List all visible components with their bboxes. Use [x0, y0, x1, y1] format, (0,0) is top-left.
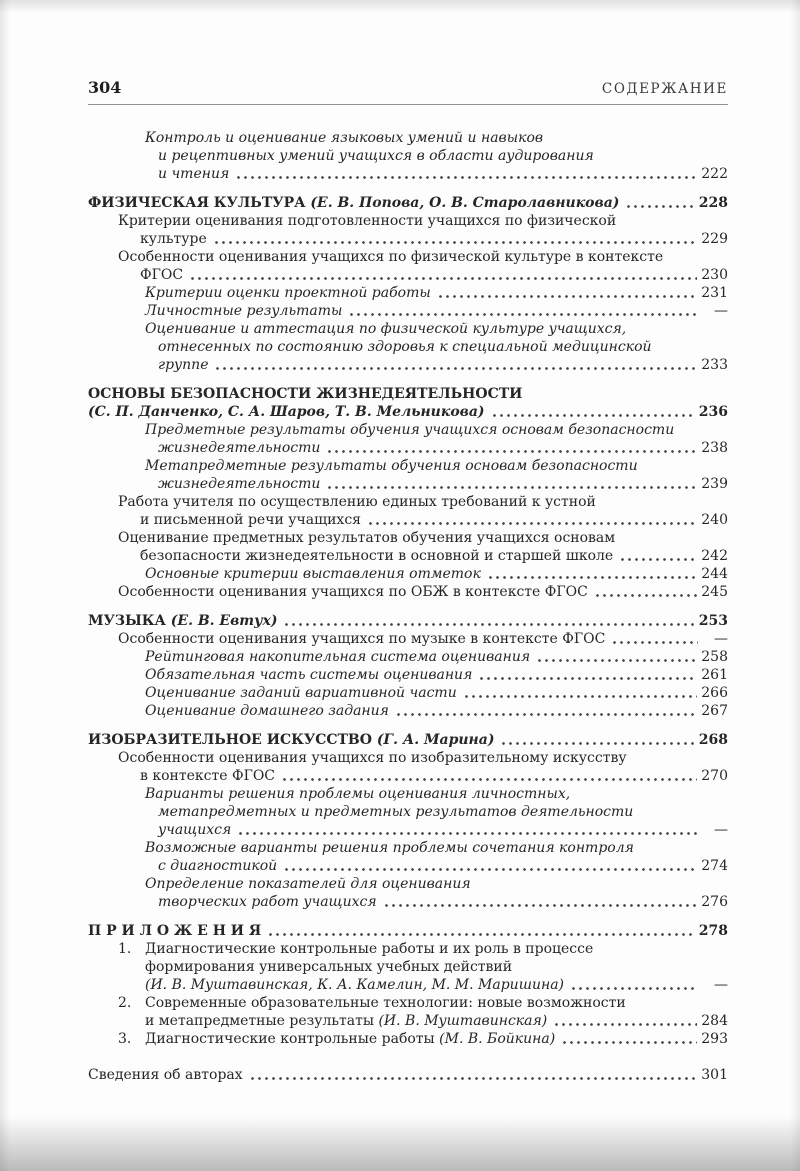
toc-entry [88, 493, 728, 529]
toc-page-number: — [714, 303, 728, 319]
toc-page-number: 231 [701, 285, 728, 301]
toc-line-text [140, 767, 275, 785]
toc-entry [88, 875, 728, 911]
toc-text-segment: Диагностические контрольные работы и их роль в процессе [145, 941, 594, 957]
toc-entry-line [145, 421, 728, 439]
toc-entry-line-final [158, 821, 728, 839]
toc-line-text [158, 857, 277, 875]
toc-entry-line-final [140, 230, 728, 248]
toc-entry-line [145, 129, 728, 147]
toc-page-number: 253 [698, 613, 728, 629]
toc-list [88, 129, 728, 1084]
toc-text-segment: Особенности оценивания учащихся по музыке в контексте ФГОС [118, 631, 606, 647]
scan-edge-left [0, 0, 10, 1171]
toc-text-segment: Контроль и оценивание языковых умений и навыков [145, 130, 544, 146]
toc-text-segment: (И. В. Муштавинская, К. А. Камелин, М. М. Маришина) [145, 977, 565, 993]
dot-leader [281, 767, 697, 785]
toc-text-segment: (И. В. Муштавинская) [378, 1013, 548, 1029]
toc-text-segment: ОСНОВЫ БЕЗОПАСНОСТИ ЖИЗНЕДЕЯТЕЛЬНОСТИ [88, 386, 523, 402]
toc-text-segment: Особенности оценивания учащихся по изобразительному искусству [118, 750, 627, 766]
toc-text-segment: Критерии оценки проектной работы [145, 285, 431, 301]
toc-entry-line [145, 320, 728, 338]
toc-page-number: 278 [698, 923, 728, 939]
dot-leader [611, 630, 698, 648]
toc-text-segment: Предметные результаты обучения учащихся основам безопасности [145, 422, 675, 438]
dot-leader [478, 666, 697, 684]
toc-line-text [118, 530, 615, 546]
dot-leader [500, 731, 694, 749]
toc-text-segment: Личностные результаты [145, 303, 343, 319]
dot-leader [594, 583, 697, 601]
toc-text-segment: Варианты решения проблемы оценивания личностных, [145, 786, 571, 802]
toc-entry [88, 731, 728, 749]
toc-line-text [88, 1066, 243, 1084]
toc-entry [88, 702, 728, 720]
toc-line-text [118, 630, 605, 648]
toc-entry-line [118, 493, 728, 511]
toc-line-text [88, 612, 277, 630]
toc-text-segment: творческих работ учащихся [158, 894, 377, 910]
toc-line-text [140, 230, 207, 248]
toc-line-text [145, 702, 389, 720]
toc-line-text [158, 439, 320, 457]
toc-page-number: 222 [701, 166, 728, 182]
toc-entry-line-final [140, 511, 728, 529]
toc-line-text [158, 339, 652, 355]
toc-entry [88, 212, 728, 248]
toc-text-segment: жизнедеятельности [158, 476, 321, 492]
toc-entry-line-final [88, 612, 728, 630]
toc-entry [88, 129, 728, 183]
toc-entry [88, 194, 728, 212]
toc-page-number: — [714, 977, 728, 993]
toc-entry-line-final [145, 648, 728, 666]
scan-edge-right [790, 0, 800, 1171]
toc-entry [88, 994, 728, 1030]
toc-entry-line-final [145, 976, 728, 994]
toc-entry [88, 421, 728, 457]
toc-page-number: 230 [701, 267, 728, 283]
toc-text-segment: Особенности оценивания учащихся по ОБЖ в контексте ФГОС [118, 584, 588, 600]
toc-text-segment: (М. В. Бойкина) [439, 1031, 556, 1047]
toc-text-segment: Метапредметные результаты обучения основам безопасности [145, 458, 638, 474]
toc-page-number: 239 [701, 476, 728, 492]
toc-line-text [145, 302, 342, 320]
toc-page-number: 276 [701, 894, 728, 910]
toc-page-number: 245 [701, 584, 728, 600]
toc-line-text [88, 403, 485, 421]
toc-line-text [158, 165, 229, 183]
toc-entry-line-final [88, 403, 728, 421]
dot-leader [536, 648, 697, 666]
toc-text-segment: ФГОС [140, 267, 184, 283]
toc-entry-line-final [145, 565, 728, 583]
toc-text-segment: группе [158, 357, 209, 373]
toc-line-text [145, 684, 457, 702]
toc-entry-line-final [158, 439, 728, 457]
toc-line-text [145, 786, 570, 802]
toc-text-segment: с диагностикой [158, 858, 278, 874]
dot-leader [283, 857, 697, 875]
toc-line-text [140, 511, 361, 529]
toc-line-text [145, 840, 634, 856]
toc-entry-line-final [88, 922, 728, 940]
dot-leader [367, 511, 697, 529]
toc-text-segment: Рейтинговая накопительная система оценивания [145, 649, 531, 665]
toc-line-text [145, 1030, 555, 1048]
toc-text-segment: Основные критерии выставления отметок [145, 566, 481, 582]
toc-line-text [158, 148, 594, 164]
entry-number: 2. [118, 995, 132, 1011]
toc-line-text [158, 893, 377, 911]
toc-line-text [145, 321, 626, 337]
toc-line-text [158, 356, 208, 374]
toc-text-segment: (С. П. Данченко, С. А. Шаров, Т. В. Мельникова) [88, 404, 485, 420]
toc-entry-line-final [88, 1066, 728, 1084]
toc-text-segment: Современные образовательные технологии: новые возможности [145, 995, 626, 1011]
toc-page-number: 236 [698, 404, 728, 420]
toc-text-segment: Оценивание домашнего задания [145, 703, 389, 719]
toc-line-text [145, 941, 593, 957]
toc-text-segment: (Г. А. Марина) [376, 732, 495, 748]
toc-line-text [158, 804, 633, 820]
toc-entry [88, 666, 728, 684]
toc-text-segment: Сведения об авторах [88, 1067, 243, 1083]
toc-line-text [140, 266, 183, 284]
toc-line-text [145, 130, 543, 146]
toc-entry-line [145, 839, 728, 857]
toc-line-text [88, 194, 619, 212]
toc-entry [88, 385, 728, 421]
toc-page-number: 238 [701, 440, 728, 456]
toc-line-text [118, 750, 627, 766]
toc-text-segment: учащихся [158, 822, 232, 838]
toc-text-segment: жизнедеятельности [158, 440, 321, 456]
toc-text-segment: Критерии оценивания подготовленности учащихся по физической [118, 213, 617, 229]
toc-entry [88, 922, 728, 940]
toc-entry-line [145, 785, 728, 803]
toc-line-text [88, 386, 522, 402]
toc-entry [88, 248, 728, 284]
toc-text-segment: (Е. В. Попова, О. В. Старолавникова) [310, 195, 620, 211]
toc-entry-line-final [118, 630, 728, 648]
toc-entry [88, 648, 728, 666]
dot-leader [553, 1012, 697, 1030]
toc-text-segment: культуре [140, 231, 207, 247]
toc-text-segment: и письменной речи учащихся [140, 512, 361, 528]
toc-entry [88, 565, 728, 583]
toc-page-number: 244 [701, 566, 728, 582]
toc-entry-line [158, 803, 728, 821]
toc-entry-line-final [145, 684, 728, 702]
toc-entry-line [145, 958, 728, 976]
toc-line-text [145, 565, 481, 583]
toc-line-text [88, 922, 261, 940]
toc-entry-line [158, 338, 728, 356]
toc-text-segment: Оценивание и аттестация по физической культуре учащихся, [145, 321, 627, 337]
toc-text-segment: Возможные варианты решения проблемы сочетания контроля [145, 840, 634, 856]
page-number-folio: 304 [88, 78, 122, 97]
toc-page-number: 284 [701, 1013, 728, 1029]
toc-entry [88, 1066, 728, 1084]
toc-line-text [158, 821, 231, 839]
toc-line-text [145, 995, 626, 1011]
toc-entry-line [118, 212, 728, 230]
scan-edge-bottom [0, 1116, 800, 1171]
toc-line-text [145, 422, 674, 438]
dot-leader [283, 612, 694, 630]
dot-leader [383, 893, 698, 911]
toc-text-segment: и метапредметные результаты [145, 1013, 379, 1029]
toc-page-number: 266 [701, 685, 728, 701]
dot-leader [463, 684, 698, 702]
toc-line-text [145, 959, 512, 975]
dot-leader [437, 284, 698, 302]
toc-entry-line-final [145, 666, 728, 684]
toc-entry-line-final [140, 547, 728, 565]
toc-entry [88, 940, 728, 994]
toc-page-number: 274 [701, 858, 728, 874]
dot-leader [235, 165, 697, 183]
toc-page-number: — [714, 631, 728, 647]
toc-line-text [88, 731, 494, 749]
toc-entry-line-final [140, 266, 728, 284]
toc-text-segment: ИЗОБРАЗИТЕЛЬНОЕ ИСКУССТВО [88, 732, 377, 748]
toc-line-text [145, 876, 471, 892]
toc-entry-line-final [158, 893, 728, 911]
toc-line-text [158, 475, 320, 493]
toc-text-segment: (Е. В. Евтух) [170, 613, 278, 629]
dot-leader [326, 439, 697, 457]
toc-text-segment: формирования универсальных учебных действий [145, 959, 513, 975]
toc-page-number: 258 [701, 649, 728, 665]
toc-line-text [145, 648, 530, 666]
toc-text-segment: и рецептивных умений учащихся в области аудирования [158, 148, 594, 164]
toc-text-segment: и чтения [158, 166, 230, 182]
toc-entry-line-final [88, 731, 728, 749]
dot-leader [213, 230, 698, 248]
toc-content [88, 78, 728, 1084]
toc-line-text [118, 583, 588, 601]
toc-entry-line-final [145, 302, 728, 320]
toc-text-segment: метапредметных и предметных результатов деятельности [158, 804, 634, 820]
toc-entry-line-final [145, 1030, 728, 1048]
toc-entry-line-final [118, 583, 728, 601]
toc-page-number: — [714, 822, 728, 838]
toc-entry-line-final [140, 767, 728, 785]
toc-page-number: 268 [698, 732, 728, 748]
toc-page-number: 270 [701, 768, 728, 784]
toc-line-text [118, 213, 616, 229]
page-header [88, 78, 728, 105]
dot-leader [619, 547, 697, 565]
dot-leader [570, 976, 698, 994]
toc-entry-line-final [88, 194, 728, 212]
toc-entry-line-final [158, 356, 728, 374]
toc-line-text [140, 547, 613, 565]
toc-entry [88, 284, 728, 302]
toc-entry-line-final [158, 475, 728, 493]
toc-page-number: 267 [701, 703, 728, 719]
toc-entry-line [145, 457, 728, 475]
toc-entry [88, 457, 728, 493]
toc-page-number: 228 [698, 195, 728, 211]
toc-entry [88, 529, 728, 565]
toc-page-number: 261 [701, 667, 728, 683]
toc-entry-line [118, 248, 728, 266]
toc-entry-line [145, 994, 728, 1012]
toc-entry-line-final [158, 857, 728, 875]
dot-leader [214, 356, 697, 374]
toc-text-segment: Обязательная часть системы оценивания [145, 667, 473, 683]
toc-text-segment: П Р И Л О Ж Е Н И Я [88, 923, 262, 939]
toc-line-text [118, 494, 596, 510]
toc-page-number: 229 [701, 231, 728, 247]
dot-leader [326, 475, 697, 493]
toc-entry-line [158, 147, 728, 165]
toc-line-text [145, 458, 638, 474]
dot-leader [267, 922, 695, 940]
entry-number: 3. [118, 1031, 132, 1047]
dot-leader [561, 1030, 697, 1048]
toc-text-segment: Определение показателей для оценивания [145, 876, 471, 892]
toc-entry-line [145, 875, 728, 893]
toc-page-number: 293 [701, 1031, 728, 1047]
toc-entry [88, 320, 728, 374]
dot-leader [348, 302, 698, 320]
toc-line-text [145, 284, 431, 302]
toc-line-text [145, 1012, 547, 1030]
toc-entry [88, 684, 728, 702]
dot-leader [189, 266, 697, 284]
toc-page-number: 242 [701, 548, 728, 564]
toc-entry [88, 612, 728, 630]
toc-entry [88, 302, 728, 320]
running-title: СОДЕРЖАНИЕ [601, 81, 728, 97]
toc-text-segment: отнесенных по состоянию здоровья к специальной медицинской [158, 339, 652, 355]
toc-page-number: 301 [701, 1067, 728, 1083]
toc-line-text [145, 976, 564, 994]
dot-leader [625, 194, 694, 212]
toc-text-segment: МУЗЫКА [88, 613, 171, 629]
toc-entry [88, 839, 728, 875]
dot-leader [237, 821, 698, 839]
toc-text-segment: Оценивание предметных результатов обучения учащихся основам [118, 530, 616, 546]
dot-leader [487, 565, 697, 583]
toc-entry-line [145, 940, 728, 958]
toc-entry-line [88, 385, 728, 403]
entry-number: 1. [118, 941, 132, 957]
toc-entry-line-final [145, 1012, 728, 1030]
toc-page-number: 233 [701, 357, 728, 373]
toc-entry-line-final [145, 702, 728, 720]
scan-edge-top [0, 0, 800, 13]
dot-leader [395, 702, 697, 720]
toc-line-text [145, 666, 472, 684]
toc-text-segment: ФИЗИЧЕСКАЯ КУЛЬТУРА [88, 195, 311, 211]
toc-entry [88, 1030, 728, 1048]
toc-entry [88, 630, 728, 648]
toc-entry-line [118, 749, 728, 767]
toc-entry-line [118, 529, 728, 547]
toc-text-segment: Оценивание заданий вариативной части [145, 685, 457, 701]
toc-line-text [118, 249, 663, 265]
toc-text-segment: безопасности жизнедеятельности в основной и старшей школе [140, 548, 614, 564]
toc-entry-line-final [158, 165, 728, 183]
toc-text-segment: в контексте ФГОС [140, 768, 276, 784]
toc-entry [88, 749, 728, 785]
dot-leader [491, 403, 695, 421]
toc-entry [88, 785, 728, 839]
toc-entry-line-final [145, 284, 728, 302]
toc-text-segment: Диагностические контрольные работы [145, 1031, 440, 1047]
toc-page-number: 240 [701, 512, 728, 528]
dot-leader [249, 1066, 698, 1084]
toc-text-segment: Особенности оценивания учащихся по физической культуре в контексте [118, 249, 664, 265]
toc-text-segment: Работа учителя по осуществлению единых требований к устной [118, 494, 596, 510]
toc-entry [88, 583, 728, 601]
